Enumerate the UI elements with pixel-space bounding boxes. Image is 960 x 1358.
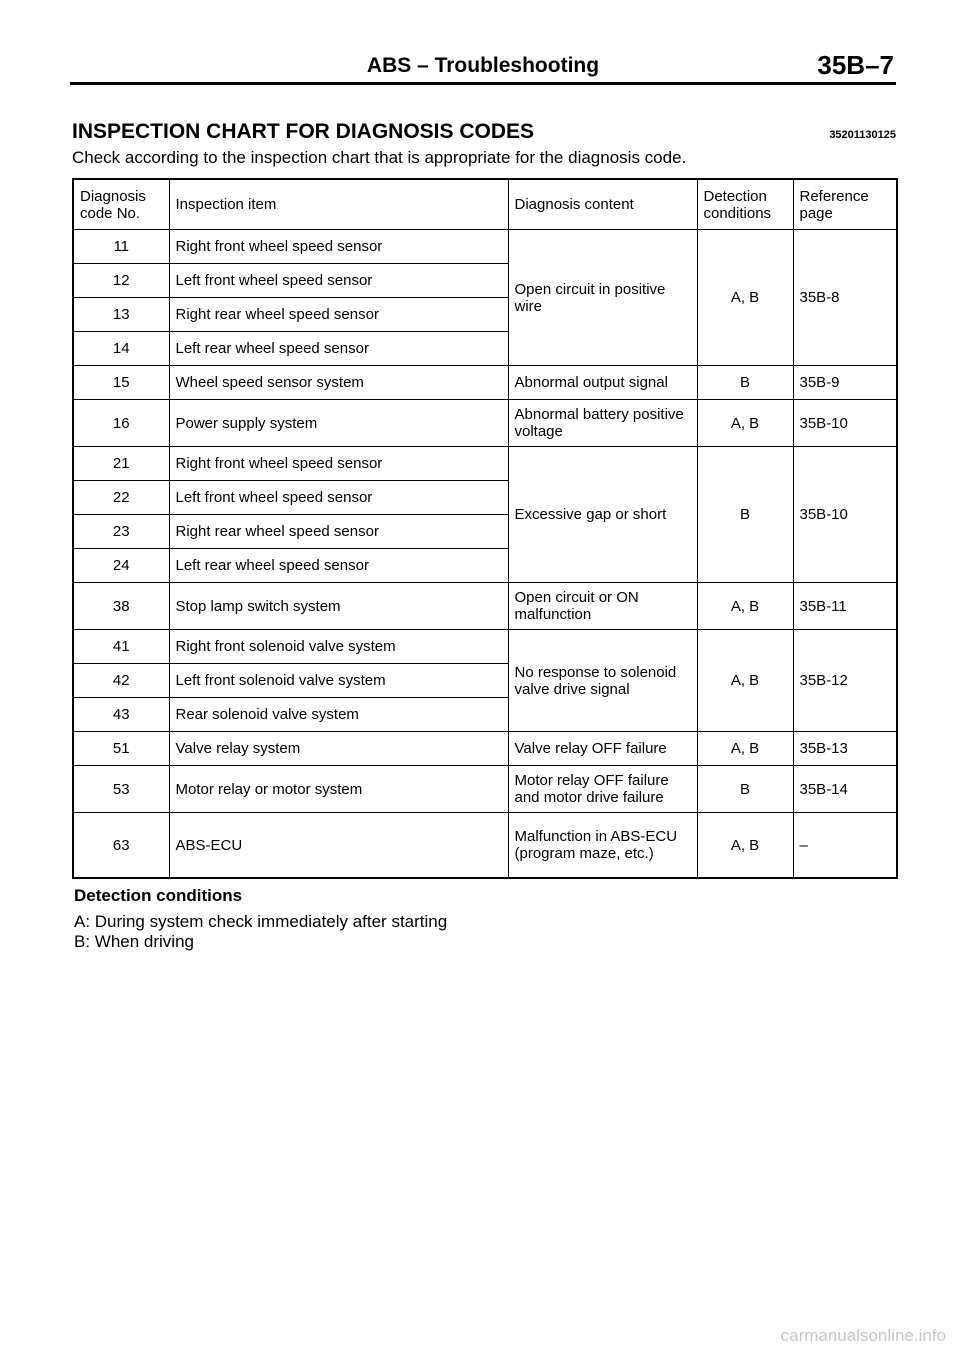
code-cell: 21: [73, 447, 169, 481]
reference-cell: 35B-9: [793, 366, 897, 400]
item-cell: Right front wheel speed sensor: [169, 447, 508, 481]
code-cell: 16: [73, 400, 169, 447]
code-cell: 12: [73, 264, 169, 298]
reference-cell: 35B-8: [793, 230, 897, 366]
table-header-row: [73, 179, 897, 230]
conditions-cell: B: [697, 366, 793, 400]
item-cell: Left front wheel speed sensor: [169, 481, 508, 515]
table-row: [73, 447, 897, 481]
conditions-cell: A, B: [697, 630, 793, 732]
header-conditions: Detection conditions: [697, 179, 793, 230]
code-cell: 24: [73, 549, 169, 583]
header-title: ABS – Troubleshooting: [366, 54, 600, 77]
header-reference: Reference page: [793, 179, 897, 230]
item-cell: Right front wheel speed sensor: [169, 230, 508, 264]
content-cell: Open circuit in positive wire: [508, 230, 697, 366]
code-cell: 63: [73, 813, 169, 879]
table-row: [73, 732, 897, 766]
page-number: 35B–7: [817, 50, 894, 80]
table-row: [73, 583, 897, 630]
table-row: [73, 400, 897, 447]
reference-cell: 35B-10: [793, 447, 897, 583]
content-cell: Abnormal output signal: [508, 366, 697, 400]
table-row: [73, 766, 897, 813]
section-title: INSPECTION CHART FOR DIAGNOSIS CODES: [72, 120, 535, 143]
item-cell: Left rear wheel speed sensor: [169, 332, 508, 366]
document-code: 35201130125: [829, 129, 896, 141]
code-cell: 13: [73, 298, 169, 332]
reference-cell: 35B-12: [793, 630, 897, 732]
content-cell: No response to solenoid valve drive signal: [508, 630, 697, 732]
inspection-chart-table: [72, 178, 898, 879]
table-row: [73, 813, 897, 879]
code-cell: 11: [73, 230, 169, 264]
conditions-cell: B: [697, 447, 793, 583]
code-cell: 23: [73, 515, 169, 549]
item-cell: Rear solenoid valve system: [169, 698, 508, 732]
content-cell: Motor relay OFF failure and motor drive failure: [508, 766, 697, 813]
item-cell: Left front solenoid valve system: [169, 664, 508, 698]
item-cell: Power supply system: [169, 400, 508, 447]
header-item: Inspection item: [169, 179, 508, 230]
code-cell: 15: [73, 366, 169, 400]
content-cell: Excessive gap or short: [508, 447, 697, 583]
code-cell: 41: [73, 630, 169, 664]
item-cell: Wheel speed sensor system: [169, 366, 508, 400]
reference-cell: 35B-10: [793, 400, 897, 447]
code-cell: 38: [73, 583, 169, 630]
table-row: [73, 366, 897, 400]
notes-heading: Detection conditions: [74, 886, 243, 905]
reference-cell: 35B-13: [793, 732, 897, 766]
code-cell: 53: [73, 766, 169, 813]
header-code: Diagnosis code No.: [73, 179, 169, 230]
item-cell: Valve relay system: [169, 732, 508, 766]
table-row: [73, 230, 897, 264]
table-row: [73, 630, 897, 664]
content-cell: Open circuit or ON malfunction: [508, 583, 697, 630]
code-cell: 14: [73, 332, 169, 366]
item-cell: Stop lamp switch system: [169, 583, 508, 630]
item-cell: Left front wheel speed sensor: [169, 264, 508, 298]
content-cell: Malfunction in ABS-ECU (program maze, etc.): [508, 813, 697, 879]
conditions-cell: A, B: [697, 732, 793, 766]
code-cell: 43: [73, 698, 169, 732]
conditions-cell: B: [697, 766, 793, 813]
conditions-cell: A, B: [697, 583, 793, 630]
content-cell: Abnormal battery positive voltage: [508, 400, 697, 447]
code-cell: 42: [73, 664, 169, 698]
code-cell: 51: [73, 732, 169, 766]
item-cell: Right front solenoid valve system: [169, 630, 508, 664]
item-cell: Right rear wheel speed sensor: [169, 298, 508, 332]
item-cell: Motor relay or motor system: [169, 766, 508, 813]
code-cell: 22: [73, 481, 169, 515]
item-cell: Left rear wheel speed sensor: [169, 549, 508, 583]
conditions-cell: A, B: [697, 230, 793, 366]
reference-cell: 35B-11: [793, 583, 897, 630]
note-condition-b: B: When driving: [74, 932, 194, 951]
conditions-cell: A, B: [697, 400, 793, 447]
content-cell: Valve relay OFF failure: [508, 732, 697, 766]
note-condition-a: A: During system check immediately after starting: [74, 912, 448, 931]
item-cell: ABS-ECU: [169, 813, 508, 879]
page-header: [70, 52, 896, 85]
header-content: Diagnosis content: [508, 179, 697, 230]
item-cell: Right rear wheel speed sensor: [169, 515, 508, 549]
intro-text: Check according to the inspection chart that is appropriate for the diagnosis code.: [72, 148, 687, 167]
conditions-cell: A, B: [697, 813, 793, 879]
reference-cell: 35B-14: [793, 766, 897, 813]
watermark: carmanualsonline.info: [780, 1326, 946, 1345]
reference-cell: –: [793, 813, 897, 879]
